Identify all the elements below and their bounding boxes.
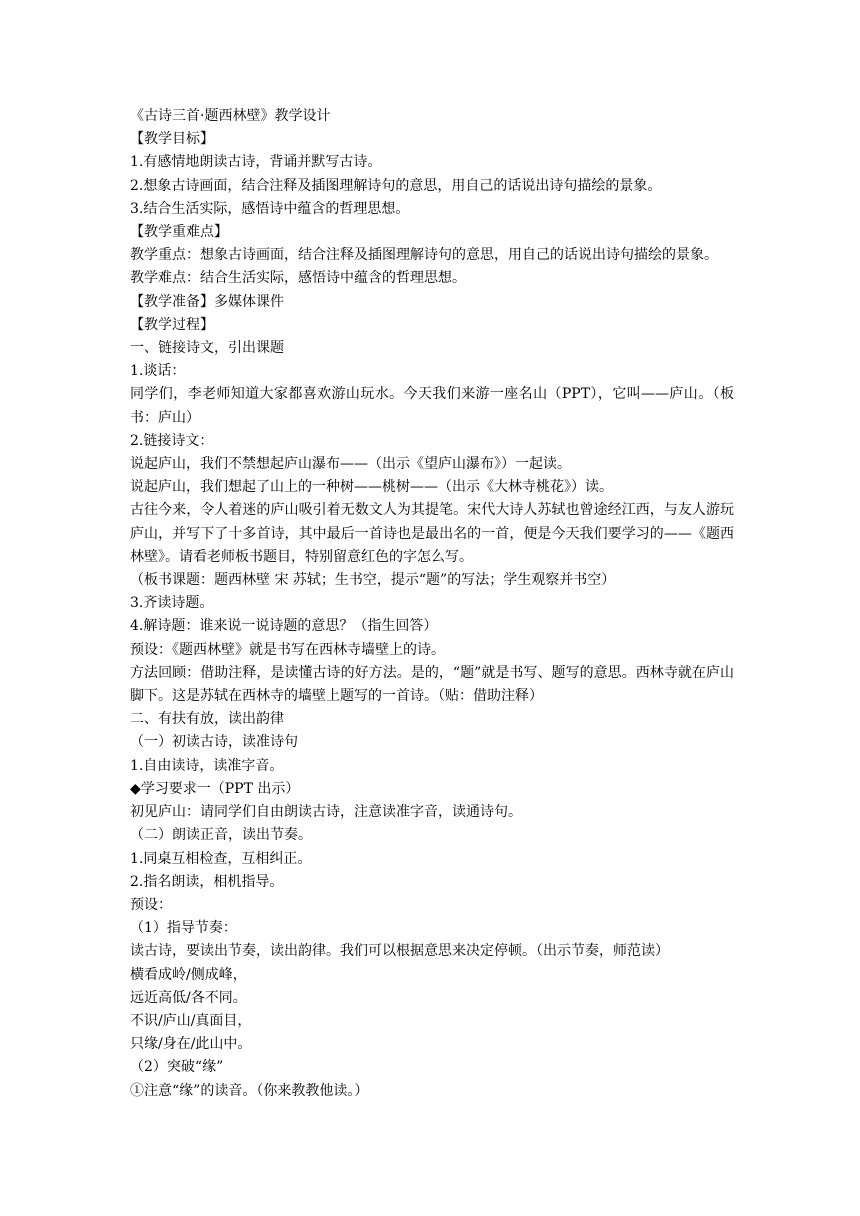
key-point: 教学重点：想象古诗画面，结合注释及插图理解诗句的意思，用自己的话说出诗句描绘的景象。	[130, 247, 718, 264]
section-heading-process: 【教学过程】	[130, 316, 214, 333]
section-heading-preparation: 【教学准备】多媒体课件	[130, 293, 284, 310]
poem-line-4: 只缘/身在/此山中。	[130, 1036, 252, 1053]
part-1-heading: 一、链接诗文，引出课题	[130, 340, 284, 357]
preset-label: 预设：	[130, 896, 172, 913]
section-heading-goals: 【教学目标】	[130, 131, 214, 148]
step-read-title: 3.齐读诗题。	[130, 595, 214, 612]
preset-title-meaning: 预设：《题西林壁》就是书写在西林寺墙壁上的诗。	[130, 641, 445, 658]
step-explain-title: 4.解诗题：谁来说一说诗题的意思？（指生回答）	[130, 618, 438, 635]
paragraph-talk: 同学们，李老师知道大家都喜欢游山玩水。今天我们来游一座名山（PPT），它叫——庐山。（板书：庐山）	[130, 386, 734, 426]
paragraph-waterfall: 说起庐山，我们不禁想起庐山瀑布——（出示《望庐山瀑布》）一起读。	[130, 456, 571, 473]
step-peer-check: 1.同桌互相检查，互相纠正。	[130, 850, 312, 867]
goal-item-2: 2.想象古诗画面，结合注释及插图理解诗句的意思，用自己的话说出诗句描绘的景象。	[130, 177, 662, 194]
poem-line-3: 不识/庐山/真面目，	[130, 1012, 252, 1029]
part-2-heading: 二、有扶有放，读出韵律	[130, 711, 284, 728]
step-link-poems: 2.链接诗文：	[130, 432, 214, 449]
step-talk: 1.谈话：	[130, 363, 186, 380]
pronunciation-note: ①注意“缘”的读音。（你来教教他读。）	[130, 1082, 369, 1099]
paragraph-method-review: 方法回顾：借助注释，是读懂古诗的好方法。是的，“题”就是书写、题写的意思。西林寺就在庐山脚下。这是苏轼在西林寺的墙壁上题写的一首诗。（贴：借助注释）	[130, 664, 734, 705]
difficult-point: 教学难点：结合生活实际，感悟诗中蕴含的哲理思想。	[130, 270, 466, 287]
document-title: 《古诗三首·题西林壁》教学设计	[130, 108, 331, 124]
board-note: （板书课题：题西林壁 宋 苏轼；生书空，提示“题”的写法；学生观察并书空）	[130, 572, 616, 589]
poem-line-1: 横看成岭/侧成峰，	[130, 966, 247, 983]
rhythm-guide-heading: （1）指导节奏：	[130, 920, 237, 937]
goal-item-1: 1.有感情地朗读古诗，背诵并默写古诗。	[130, 154, 382, 171]
paragraph-rhythm: 读古诗，要读出节奏，读出韵律。我们可以根据意思来决定停顿。（出示节奏，师范读）	[130, 943, 669, 960]
subsection-1-heading: （一）初读古诗，读准诗句	[130, 734, 298, 751]
step-named-reading: 2.指名朗读，相机指导。	[130, 873, 284, 890]
requirement-1: ◆学习要求一（PPT 出示）	[130, 780, 300, 797]
goal-item-3: 3.结合生活实际，感悟诗中蕴含的哲理思想。	[130, 200, 410, 217]
paragraph-su-shi: 古往今来，令人着迷的庐山吸引着无数文人为其提笔。宋代大诗人苏轼也曾途经江西，与友人游玩庐山，并写下了十多首诗，其中最后一首诗也是最出名的一首，便是今天我们要学习的——《题西林壁》。请看老师板书题目，特别留意红色的字怎么写。	[130, 502, 734, 565]
section-heading-key-points: 【教学重难点】	[130, 224, 228, 241]
subsection-2-heading: （二）朗读正音，读出节奏。	[130, 827, 312, 844]
document-page	[130, 105, 734, 1103]
breakthrough-heading: （2）突破“缘”	[130, 1059, 224, 1076]
poem-line-2: 远近高低/各不同。	[130, 989, 247, 1006]
step-free-reading: 1.自由读诗，读准字音。	[130, 757, 284, 774]
paragraph-peach: 说起庐山，我们想起了山上的一种树——桃树——（出示《大林寺桃花》）读。	[130, 479, 613, 496]
paragraph-first-sight: 初见庐山：请同学们自由朗读古诗，注意读准字音，读通诗句。	[130, 804, 522, 821]
